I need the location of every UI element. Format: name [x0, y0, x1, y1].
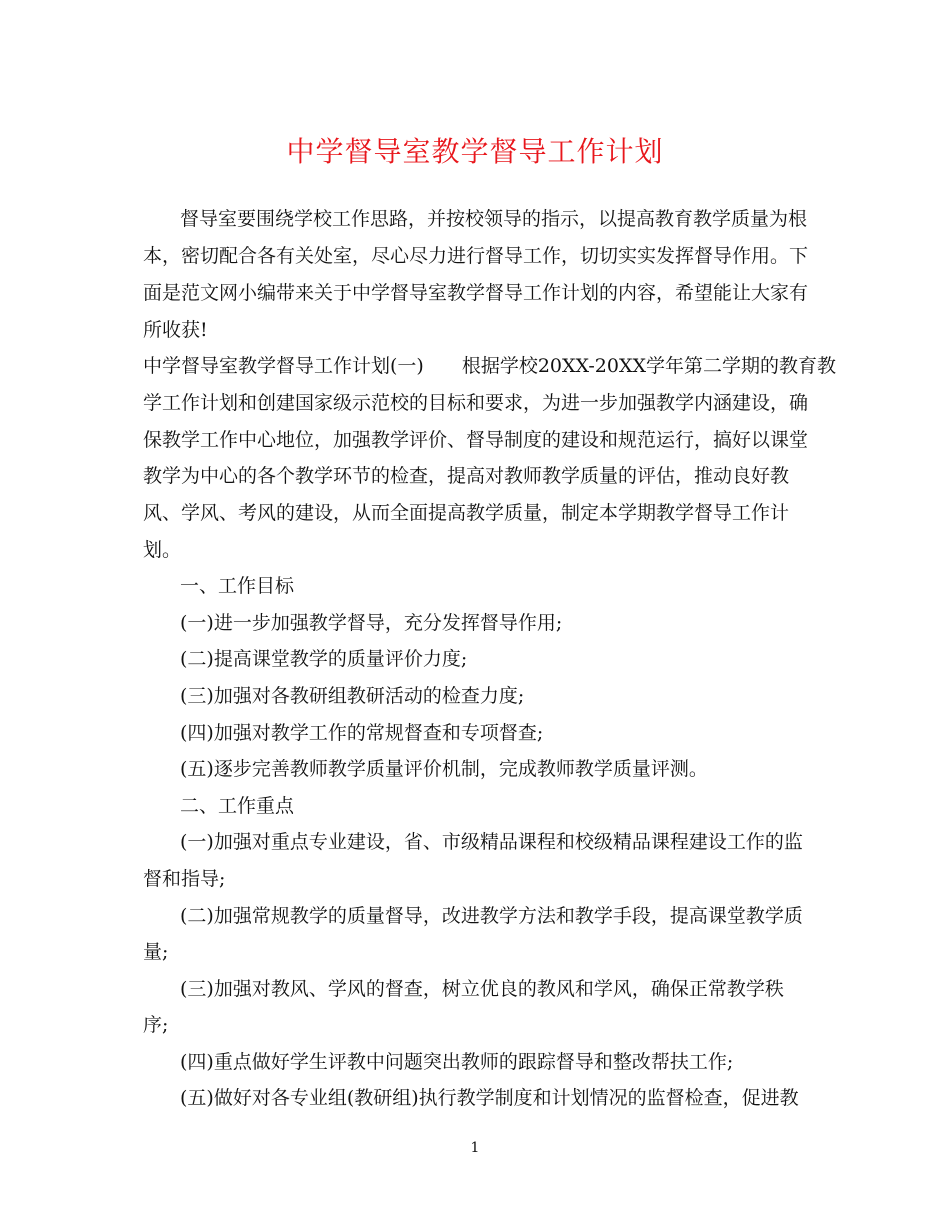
body-line: 保教学工作中心地位，加强教学评价、督导制度的建设和规范运行，搞好以课堂 — [143, 429, 809, 451]
section-heading: 一、工作目标 — [180, 575, 295, 597]
body-line: 所收获! — [143, 319, 208, 341]
body-line: 风、学风、考风的建设，从而全面提高教学质量，制定本学期教学督导工作计 — [143, 502, 790, 524]
list-item-continuation: 量; — [143, 941, 169, 963]
body-line: 划。 — [143, 539, 182, 561]
list-item: (三)加强对教风、学风的督查，树立优良的教风和学风，确保正常教学秩 — [180, 978, 784, 1000]
list-item: (四)加强对教学工作的常规督查和专项督查; — [180, 722, 544, 744]
list-item: (四)重点做好学生评教中问题突出教师的跟踪督导和整改帮扶工作; — [180, 1051, 734, 1073]
list-item: (五)做好对各专业组(教研组)执行教学制度和计划情况的监督检查，促进教 — [180, 1087, 799, 1109]
list-item-continuation: 督和指导; — [143, 868, 226, 890]
body-line: 教学为中心的各个教学环节的检查，提高对教师教学质量的评估，推动良好教 — [143, 465, 790, 487]
list-item: (一)进一步加强教学督导，充分发挥督导作用; — [180, 612, 563, 634]
list-item: (二)加强常规教学的质量督导，改进教学方法和教学手段，提高课堂教学质 — [180, 905, 803, 927]
page-number: 1 — [470, 1140, 480, 1156]
list-item: (一)加强对重点专业建设，省、市级精品课程和校级精品课程建设工作的监 — [180, 831, 803, 853]
body-line: 本，密切配合各有关处室，尽心尽力进行督导工作，切切实实发挥督导作用。下 — [143, 245, 809, 267]
body-line: 督导室要围绕学校工作思路，并按校领导的指示，以提高教育教学质量为根 — [180, 208, 808, 230]
body-line: 面是范文网小编带来关于中学督导室教学督导工作计划的内容，希望能让大家有 — [143, 282, 809, 304]
body-line: 学工作计划和创建国家级示范校的目标和要求，为进一步加强教学内涵建设，确 — [143, 392, 809, 414]
list-item: (五)逐步完善教师教学质量评价机制，完成教师教学质量评测。 — [180, 758, 708, 780]
document-title: 中学督导室教学督导工作计划 — [286, 135, 664, 168]
body-line: 中学督导室教学督导工作计划(一) 根据学校20XX-20XX学年第二学期的教育教 — [143, 355, 837, 377]
section-heading: 二、工作重点 — [180, 795, 295, 817]
list-item: (三)加强对各教研组教研活动的检查力度; — [180, 685, 525, 707]
list-item-continuation: 序; — [143, 1014, 169, 1036]
list-item: (二)提高课堂教学的质量评价力度; — [180, 648, 468, 670]
